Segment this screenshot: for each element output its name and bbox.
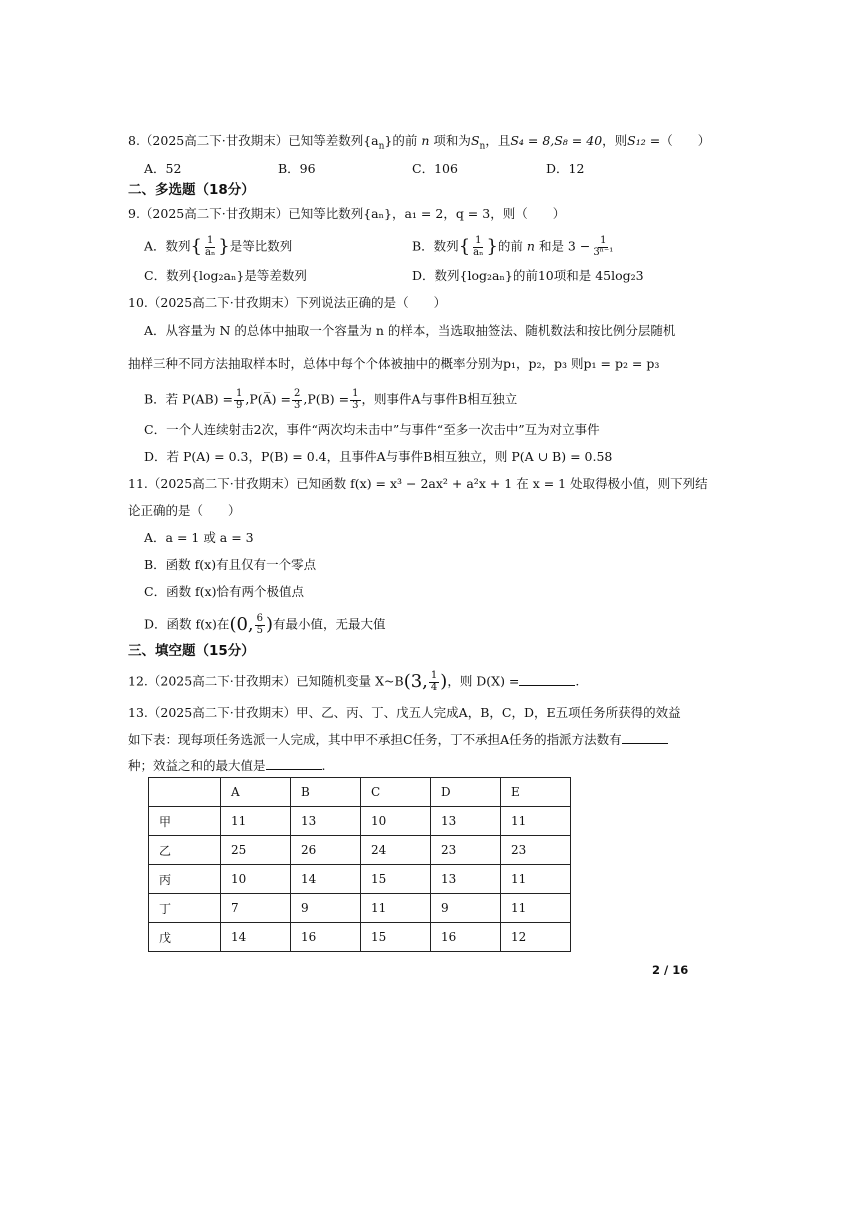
q10-option-c: C．一个人连续射击2次，事件“两次均未击中”与事件“至多一次击中”互为对立事件	[144, 422, 600, 437]
q10-option-a-line2: 抽样三种不同方法抽取样本时，总体中每个个体被抽中的概率分别为p₁，p₂，p₃ 则p₁ = p₂ = p₃	[128, 356, 660, 371]
q8-option-c: C．106	[412, 161, 458, 176]
benefit-table	[148, 777, 571, 952]
section-heading-fill-in: 三、填空题（15分）	[128, 643, 255, 659]
q8-option-b: B．96	[278, 161, 316, 176]
table-cell: 9	[291, 894, 361, 923]
question-9-stem: 9.（2025高二下·甘孜期末）已知等比数列{aₙ}，a₁ = 2，q = 3，则（ ）	[128, 206, 566, 221]
table-cell: 10	[221, 865, 291, 894]
page-number: 2 / 16	[652, 963, 689, 977]
fraction: $\frac{1}{9}$	[235, 388, 243, 411]
fraction: $\frac{1}{3}$	[352, 388, 359, 411]
question-11-stem-line2: 论正确的是（ ）	[128, 503, 241, 518]
section-heading-multiple-choice: 二、多选题（18分）	[128, 182, 255, 198]
table-cell: 24	[361, 836, 431, 865]
table-cell: 10	[361, 807, 431, 836]
table-cell: 戊	[149, 923, 221, 952]
q10-option-a-line1: A．从容量为 N 的总体中抽取一个容量为 n 的样本，当选取抽签法、随机数法和按比例分层随机	[144, 323, 676, 338]
q10-option-b: B．若 P(AB) = $\frac{1}{9}$ ,P(A̅) = $\frac{2}{3}$ ,P(B) = $\frac{1}{3}$ ，则事件A与事件B相互独立	[144, 388, 518, 411]
q9-option-d: D．数列{log₂aₙ}的前10项和是 45log₂3	[412, 268, 644, 283]
table-row	[149, 894, 571, 923]
table-row	[149, 807, 571, 836]
table-cell: 13	[291, 807, 361, 836]
answer-blank[interactable]	[266, 759, 322, 770]
fraction: $\frac{1}{4}$	[430, 670, 438, 693]
q9-option-c: C．数列{log₂aₙ}是等差数列	[144, 268, 307, 283]
q8-text: 8.（2025高二下·甘孜期末）已知等差数列	[128, 133, 364, 148]
table-cell: 甲	[149, 807, 221, 836]
table-header-cell	[149, 778, 221, 807]
q10-option-d: D．若 P(A) = 0.3，P(B) = 0.4，且事件A与事件B相互独立，则 P(A ∪ B) = 0.58	[144, 449, 613, 464]
table-cell: 11	[221, 807, 291, 836]
question-13-line1: 13.（2025高二下·甘孜期末）甲、乙、丙、丁、戊五人完成A，B，C，D，E五项任务所获得的效益	[128, 705, 681, 720]
table-header-cell: B	[291, 778, 361, 807]
table-cell: 7	[221, 894, 291, 923]
table-cell: 15	[361, 865, 431, 894]
table-cell: 丙	[149, 865, 221, 894]
table-cell: 13	[431, 807, 501, 836]
question-13-line2: 如下表：现每项任务选派一人完成，其中甲不承担C任务，丁不承担A任务的指派方法数有	[128, 733, 668, 747]
table-header-cell: A	[221, 778, 291, 807]
table-cell: 13	[431, 865, 501, 894]
table-cell: 丁	[149, 894, 221, 923]
table-cell: 11	[501, 865, 571, 894]
table-cell: 23	[431, 836, 501, 865]
table-cell: 25	[221, 836, 291, 865]
table-row	[149, 865, 571, 894]
fraction: $\frac{2}{3}$	[293, 388, 301, 411]
table-cell: 11	[501, 807, 571, 836]
q8-option-d: D．12	[546, 161, 585, 176]
table-cell: 26	[291, 836, 361, 865]
table-cell: 15	[361, 923, 431, 952]
q11-option-c: C．函数 f(x)恰有两个极值点	[144, 584, 304, 599]
q11-option-b: B．函数 f(x)有且仅有一个零点	[144, 557, 317, 572]
fraction: $\frac{6}{5}$	[256, 613, 264, 636]
fraction: $\frac{1}{\text{3ⁿ⁻¹}}$	[593, 235, 614, 258]
q9-option-a: A．数列{ $\frac{1}{\text{aₙ}}$ }是等比数列	[144, 235, 293, 258]
table-cell: 11	[501, 894, 571, 923]
question-10-stem: 10.（2025高二下·甘孜期末）下列说法正确的是（ ）	[128, 295, 447, 310]
answer-blank[interactable]	[519, 675, 575, 686]
table-cell: 14	[291, 865, 361, 894]
question-8-options	[0, 163, 867, 179]
table-cell: 12	[501, 923, 571, 952]
table-header-row	[149, 778, 571, 807]
question-8-stem: 8.（2025高二下·甘孜期末）已知等差数列$\{a_n\}$的前 n 项和为$S_n$，且S₄ = 8,S₈ = 40，则S₁₂ =（ ）	[128, 133, 711, 152]
table-header-cell: D	[431, 778, 501, 807]
fraction: $\frac{1}{\text{aₙ}}$	[204, 235, 216, 258]
answer-blank[interactable]	[622, 733, 668, 744]
question-12: 12.（2025高二下·甘孜期末）已知随机变量 X~B(3, $\frac{1}{4}$ )，则 D(X) = .	[128, 670, 580, 693]
q11-option-a: A．a = 1 或 a = 3	[144, 530, 254, 545]
table-cell: 乙	[149, 836, 221, 865]
fraction: $\frac{1}{\text{aₙ}}$	[473, 235, 484, 258]
table-cell: 16	[431, 923, 501, 952]
q9-option-b: B．数列{ $\frac{1}{\text{aₙ}}$ }的前 n 和是 3 − $\frac{1}{\text{3ⁿ⁻¹}}$	[412, 235, 614, 258]
table-row	[149, 836, 571, 865]
table-row	[149, 923, 571, 952]
table-header-cell: C	[361, 778, 431, 807]
question-13-line3: 种；效益之和的最大值是 .	[128, 758, 326, 773]
q8-option-a: A．52	[144, 161, 182, 176]
table-cell: 14	[221, 923, 291, 952]
table-cell: 23	[501, 836, 571, 865]
table-cell: 11	[361, 894, 431, 923]
table-header-cell: E	[501, 778, 571, 807]
table-cell: 9	[431, 894, 501, 923]
q11-option-d: D．函数 f(x)在(0, $\frac{6}{5}$ )有最小值，无最大值	[144, 613, 386, 636]
question-11-stem-line1: 11.（2025高二下·甘孜期末）已知函数 f(x) = x³ − 2ax² + a²x + 1 在 x = 1 处取得极小值，则下列结	[128, 476, 708, 491]
table-cell: 16	[291, 923, 361, 952]
